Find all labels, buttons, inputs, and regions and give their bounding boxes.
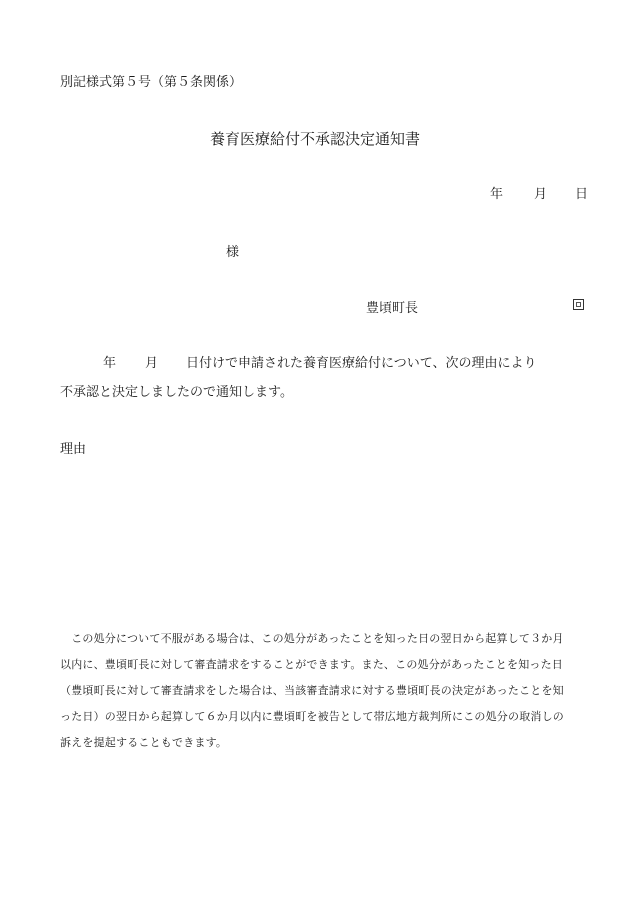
notice-line: （豊頃町長に対して審査請求をした場合は、当該審査請求に対する豊頃町長の決定があったことを知 [60, 684, 564, 697]
issuer-name: 豊頃町長 [366, 301, 419, 316]
seal-stamp-icon [573, 299, 584, 310]
reason-label: 理由 [60, 442, 87, 457]
appeal-notice [60, 626, 590, 756]
notice-line: この処分について不服がある場合は、この処分があったことを知った日の翌日から起算して３か月 [60, 632, 564, 645]
date-year-label: 年 [490, 187, 504, 202]
form-label: 別記様式第５号（第５条関係） [60, 75, 243, 90]
body-line2-text: 不承認と決定しましたので通知します。 [60, 385, 293, 400]
date-day-label: 日 [575, 187, 589, 202]
notice-line: 以内に、豊頃町長に対して審査請求をすることができます。また、この処分があったことを知った日 [60, 658, 564, 671]
body-line1-text: 日付けで申請された養育医療給付について、次の理由により [186, 356, 537, 371]
notice-line: 訴えを提起することもできます。 [60, 736, 228, 749]
notice-line: った日）の翌日から起算して６か月以内に豊頃町を被告として帯広地方裁判所にこの処分の取消しの [60, 710, 564, 723]
date-month-label: 月 [534, 187, 548, 202]
body-year-label: 年 [103, 356, 117, 371]
document-title: 養育医療給付不承認決定通知書 [209, 130, 420, 148]
body-month-label: 月 [145, 356, 159, 371]
addressee-suffix: 様 [226, 245, 240, 260]
